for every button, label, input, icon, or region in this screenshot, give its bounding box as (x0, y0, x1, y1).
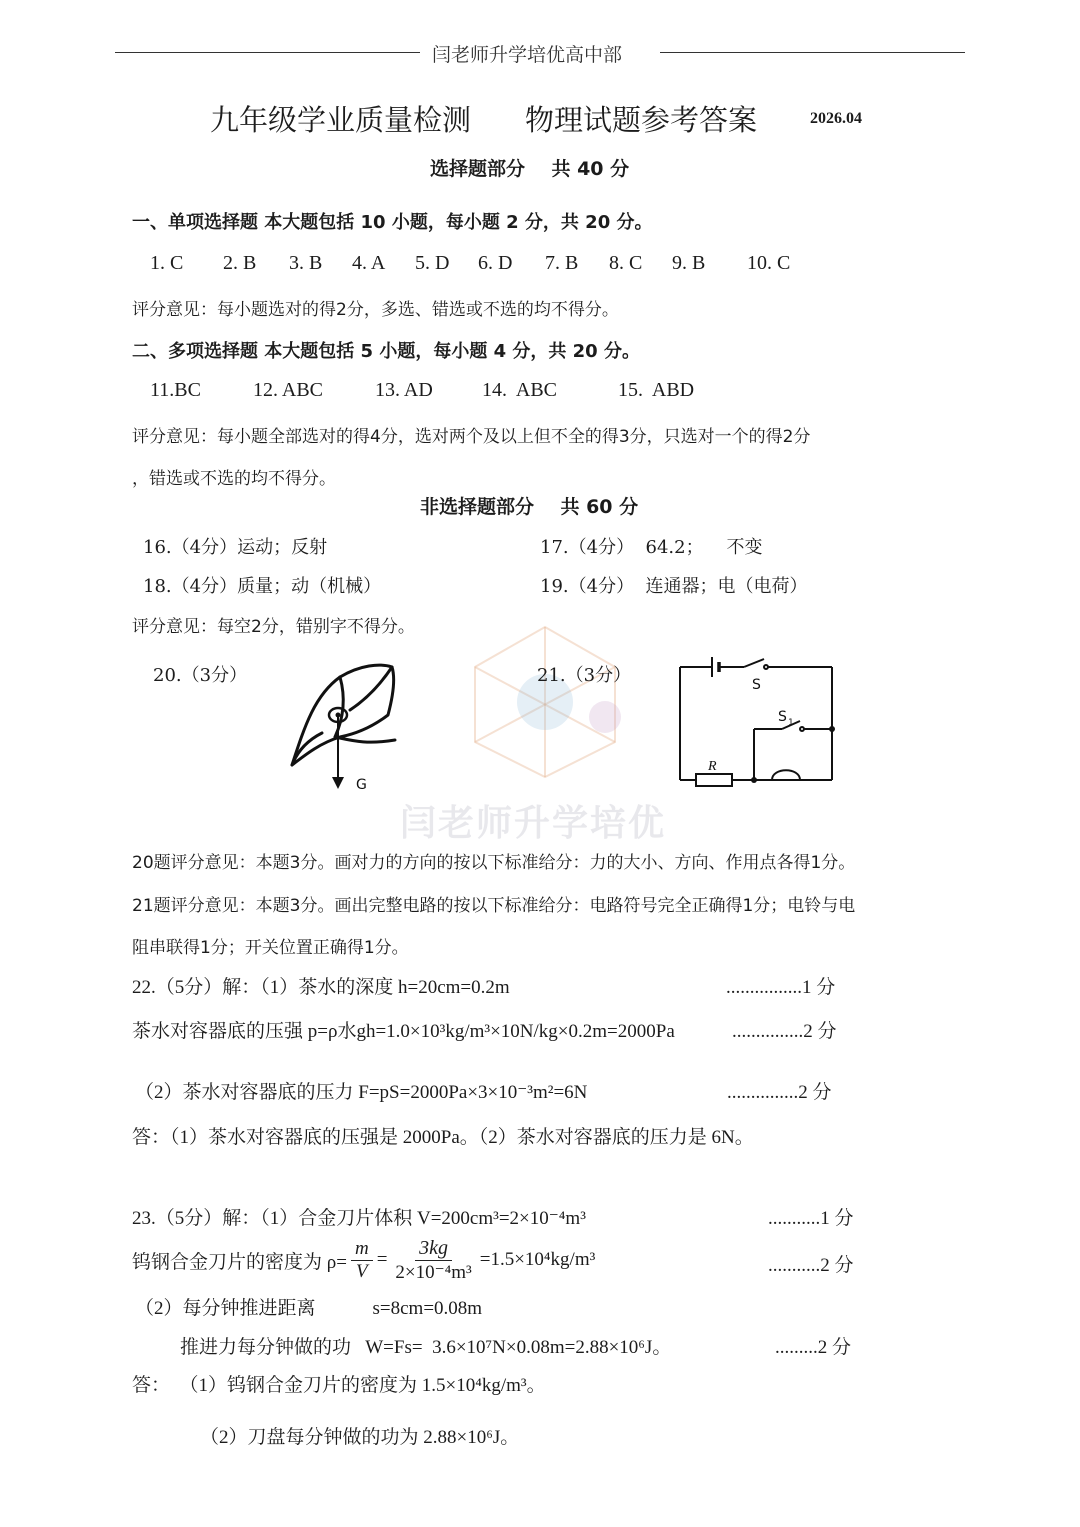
answer-item: 12. ABC (253, 379, 324, 401)
doc-date: 2026.04 (810, 110, 862, 127)
part1-heading: 选择题部分 共 40 分 (430, 158, 630, 180)
answer-item: 15. ABD (618, 379, 695, 401)
q19-answer: 19.（4分） 连通器；电（电荷） (540, 576, 808, 597)
q20-note: 20题评分意见：本题3分。画对力的方向的按以下标准给分：力的大小、方向、作用点各得1分。 (132, 853, 856, 873)
section1-note: 评分意见：每小题选对的得2分，多选、错选或不选的均不得分。 (132, 300, 619, 320)
fraction-values (391, 1237, 475, 1284)
answer-item: 2. B (223, 252, 257, 274)
q21-label: 21.（3分） (537, 665, 632, 686)
header-rule-right (660, 52, 965, 53)
equals-sign: = (376, 1249, 388, 1270)
force-label-g: G (356, 777, 367, 793)
fraction-numerator: m (351, 1238, 373, 1261)
switch-s1-subscript: 1 (788, 718, 794, 728)
section1-answers (150, 252, 790, 275)
fill-note: 评分意见：每空2分，错别字不得分。 (132, 617, 415, 637)
q22-line3: （2）茶水对容器底的压力 F=pS=2000Pa×3×10⁻³m²=6N (135, 1082, 588, 1103)
switch-s-label: S (752, 677, 761, 693)
fraction-numerator: 3kg (415, 1237, 452, 1261)
answer-item: 5. D (415, 252, 450, 274)
q16-answer: 16.（4分）运动；反射 (143, 537, 328, 558)
section1-heading: 一、单项选择题 本大题包括 10 小题，每小题 2 分，共 20 分。 (132, 212, 653, 233)
doc-title-subject: 物理试题参考答案 (525, 105, 758, 137)
q20-leaf-force-diagram (280, 655, 420, 800)
fraction-m-over-v (351, 1238, 373, 1283)
answer-item: 13. AD (375, 379, 433, 401)
q21-note-line1: 21题评分意见：本题3分。画出完整电路的按以下标准给分：电路符号完全正确得1分；电铃与电 (132, 896, 856, 916)
q22-score3: ...............2 分 (727, 1082, 832, 1103)
q23-score1: ...........1 分 (768, 1208, 854, 1229)
q23-answer1: 答： （1）钨钢合金刀片的密度为 1.5×10⁴kg/m³。 (132, 1375, 546, 1396)
fraction-denominator: V (356, 1260, 368, 1282)
answer-item: 9. B (672, 252, 706, 274)
resistor-label: R (708, 759, 717, 774)
switch-s1-label: S (778, 709, 787, 725)
answer-item: 10. C (747, 252, 791, 274)
density-result: =1.5×10⁴kg/m³ (479, 1249, 596, 1270)
q20-label: 20.（3分） (153, 665, 248, 686)
density-prefix: 钨钢合金刀片的密度为 ρ= (132, 1251, 347, 1273)
section2-answers (150, 379, 694, 402)
q23-density-equation (132, 1232, 595, 1288)
q22-score2: ...............2 分 (732, 1021, 837, 1042)
answer-item: 4. A (352, 252, 386, 274)
q21-note-line2: 阻串联得1分；开关位置正确得1分。 (132, 938, 409, 958)
section2-note-line2: ，错选或不选的均不得分。 (132, 469, 336, 489)
q21-circuit-diagram (672, 655, 842, 790)
q23-score4: .........2 分 (775, 1337, 852, 1358)
q22-answer: 答：（1）茶水对容器底的压强是 2000Pa。（2）茶水对容器底的压力是 6N。 (132, 1127, 754, 1148)
answer-item: 6. D (478, 252, 513, 274)
answer-item: 11.BC (150, 379, 201, 401)
answer-item: 7. B (545, 252, 579, 274)
watermark-text: 闫老师升学培优 (400, 803, 667, 844)
fraction-denominator: 2×10⁻⁴m³ (395, 1261, 472, 1283)
q17-answer: 17.（4分） 64.2； 不变 (540, 537, 763, 558)
q22-score1: ................1 分 (726, 977, 836, 998)
q23-line4: 推进力每分钟做的功 W=Fs= 3.6×10⁷N×0.08m=2.88×10⁶J。 (180, 1337, 672, 1358)
q18-answer: 18.（4分）质量；动（机械） (143, 576, 382, 597)
section2-note-line1: 评分意见：每小题全部选对的得4分，选对两个及以上但不全的得3分，只选对一个的得2分 (132, 427, 811, 447)
q23-score2: ...........2 分 (768, 1255, 854, 1276)
q22-line2: 茶水对容器底的压强 p=ρ水gh=1.0×10³kg/m³×10N/kg×0.2m=2000Pa (132, 1021, 675, 1042)
q23-line3: （2）每分钟推进距离 s=8cm=0.08m (135, 1298, 483, 1319)
watermark-emblem-icon (445, 622, 645, 782)
header-rule-left (115, 52, 420, 53)
part2-heading: 非选择题部分 共 60 分 (420, 496, 639, 518)
section2-heading: 二、多项选择题 本大题包括 5 小题，每小题 4 分，共 20 分。 (132, 341, 640, 362)
answer-item: 3. B (289, 252, 323, 274)
answer-item: 8. C (609, 252, 643, 274)
q22-line1: 22.（5分）解：（1）茶水的深度 h=20cm=0.2m (132, 977, 510, 998)
answer-item: 14. ABC (482, 379, 558, 401)
answer-item: 1. C (150, 252, 184, 274)
q23-answer2: （2）刀盘每分钟做的功为 2.88×10⁶J。 (200, 1427, 520, 1448)
doc-title-main: 九年级学业质量检测 (210, 105, 472, 137)
header-brand: 闫老师升学培优高中部 (432, 44, 623, 66)
q23-line1: 23.（5分）解：（1）合金刀片体积 V=200cm³=2×10⁻⁴m³ (132, 1208, 586, 1229)
